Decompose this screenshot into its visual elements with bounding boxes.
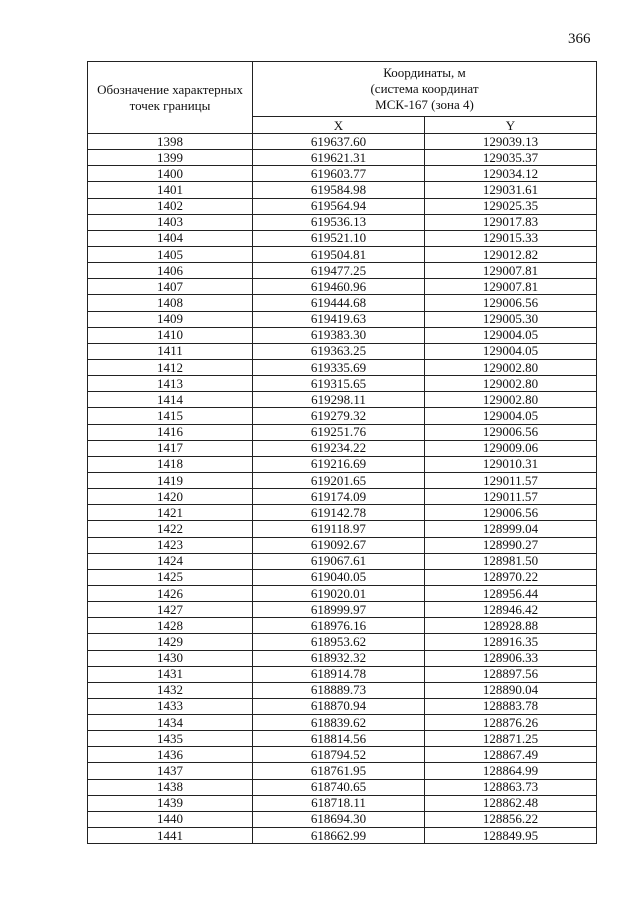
header-coordinates-line1: Координаты, м xyxy=(383,65,466,80)
cell-y: 128856.22 xyxy=(425,811,597,827)
cell-point-id: 1433 xyxy=(88,698,253,714)
table-row xyxy=(88,763,597,779)
cell-x: 618889.73 xyxy=(253,682,425,698)
table-row xyxy=(88,279,597,295)
cell-point-id: 1400 xyxy=(88,166,253,182)
cell-point-id: 1403 xyxy=(88,214,253,230)
cell-y: 129006.56 xyxy=(425,424,597,440)
cell-x: 619067.61 xyxy=(253,553,425,569)
cell-x: 619536.13 xyxy=(253,214,425,230)
cell-y: 128864.99 xyxy=(425,763,597,779)
cell-y: 128867.49 xyxy=(425,747,597,763)
cell-point-id: 1418 xyxy=(88,456,253,472)
table-row xyxy=(88,489,597,505)
cell-x: 618761.95 xyxy=(253,763,425,779)
cell-y: 129010.31 xyxy=(425,456,597,472)
cell-point-id: 1430 xyxy=(88,650,253,666)
cell-x: 619315.65 xyxy=(253,376,425,392)
cell-y: 128916.35 xyxy=(425,634,597,650)
cell-y: 128999.04 xyxy=(425,521,597,537)
cell-y: 129009.06 xyxy=(425,440,597,456)
table-row xyxy=(88,376,597,392)
cell-y: 129004.05 xyxy=(425,327,597,343)
cell-y: 128897.56 xyxy=(425,666,597,682)
table-row xyxy=(88,618,597,634)
table-row xyxy=(88,553,597,569)
cell-x: 618740.65 xyxy=(253,779,425,795)
table-row xyxy=(88,602,597,618)
cell-point-id: 1421 xyxy=(88,505,253,521)
cell-y: 129031.61 xyxy=(425,182,597,198)
table-row xyxy=(88,456,597,472)
cell-point-id: 1412 xyxy=(88,359,253,375)
table-row xyxy=(88,214,597,230)
cell-y: 128946.42 xyxy=(425,602,597,618)
cell-point-id: 1411 xyxy=(88,343,253,359)
table-row xyxy=(88,343,597,359)
cell-x: 618662.99 xyxy=(253,828,425,844)
table-row xyxy=(88,359,597,375)
table-row xyxy=(88,795,597,811)
cell-y: 128849.95 xyxy=(425,828,597,844)
cell-x: 619174.09 xyxy=(253,489,425,505)
cell-y: 129004.05 xyxy=(425,408,597,424)
cell-point-id: 1404 xyxy=(88,230,253,246)
cell-x: 618870.94 xyxy=(253,698,425,714)
table-row xyxy=(88,521,597,537)
cell-x: 619444.68 xyxy=(253,295,425,311)
cell-point-id: 1423 xyxy=(88,537,253,553)
table-row xyxy=(88,263,597,279)
cell-x: 619564.94 xyxy=(253,198,425,214)
cell-x: 618718.11 xyxy=(253,795,425,811)
table-row xyxy=(88,150,597,166)
cell-x: 619279.32 xyxy=(253,408,425,424)
cell-point-id: 1417 xyxy=(88,440,253,456)
table-row xyxy=(88,569,597,585)
cell-y: 129002.80 xyxy=(425,392,597,408)
cell-point-id: 1432 xyxy=(88,682,253,698)
cell-point-id: 1426 xyxy=(88,585,253,601)
cell-y: 129007.81 xyxy=(425,263,597,279)
table-row xyxy=(88,198,597,214)
cell-y: 129011.57 xyxy=(425,472,597,488)
cell-x: 619521.10 xyxy=(253,230,425,246)
table-row xyxy=(88,537,597,553)
cell-x: 619092.67 xyxy=(253,537,425,553)
table-row xyxy=(88,731,597,747)
cell-point-id: 1410 xyxy=(88,327,253,343)
cell-y: 129012.82 xyxy=(425,246,597,262)
cell-point-id: 1402 xyxy=(88,198,253,214)
cell-y: 128876.26 xyxy=(425,715,597,731)
cell-x: 619142.78 xyxy=(253,505,425,521)
cell-point-id: 1441 xyxy=(88,828,253,844)
table-row xyxy=(88,650,597,666)
cell-x: 619637.60 xyxy=(253,134,425,150)
table-row xyxy=(88,634,597,650)
cell-y: 128956.44 xyxy=(425,585,597,601)
cell-x: 618999.97 xyxy=(253,602,425,618)
cell-point-id: 1416 xyxy=(88,424,253,440)
cell-x: 618976.16 xyxy=(253,618,425,634)
table-row xyxy=(88,424,597,440)
table-row xyxy=(88,682,597,698)
cell-point-id: 1428 xyxy=(88,618,253,634)
table-row xyxy=(88,166,597,182)
cell-y: 129039.13 xyxy=(425,134,597,150)
cell-point-id: 1414 xyxy=(88,392,253,408)
cell-point-id: 1436 xyxy=(88,747,253,763)
cell-point-id: 1422 xyxy=(88,521,253,537)
cell-x: 619621.31 xyxy=(253,150,425,166)
cell-y: 129002.80 xyxy=(425,359,597,375)
cell-x: 619201.65 xyxy=(253,472,425,488)
cell-x: 618694.30 xyxy=(253,811,425,827)
cell-point-id: 1419 xyxy=(88,472,253,488)
cell-y: 129006.56 xyxy=(425,295,597,311)
cell-x: 619383.30 xyxy=(253,327,425,343)
table-row xyxy=(88,134,597,150)
header-coordinates-line2: (система координат xyxy=(370,81,479,96)
cell-x: 619477.25 xyxy=(253,263,425,279)
table-row xyxy=(88,585,597,601)
cell-point-id: 1424 xyxy=(88,553,253,569)
table-row xyxy=(88,779,597,795)
cell-x: 619584.98 xyxy=(253,182,425,198)
cell-point-id: 1415 xyxy=(88,408,253,424)
table-row xyxy=(88,182,597,198)
cell-x: 619335.69 xyxy=(253,359,425,375)
header-point-designation: Обозначение характерных точек границы xyxy=(88,62,253,134)
cell-x: 619460.96 xyxy=(253,279,425,295)
table-row xyxy=(88,747,597,763)
table-row xyxy=(88,246,597,262)
coordinates-table xyxy=(87,61,597,844)
cell-point-id: 1435 xyxy=(88,731,253,747)
cell-point-id: 1401 xyxy=(88,182,253,198)
cell-x: 619216.69 xyxy=(253,456,425,472)
cell-x: 619118.97 xyxy=(253,521,425,537)
cell-y: 128981.50 xyxy=(425,553,597,569)
table-row xyxy=(88,715,597,731)
table-body xyxy=(88,134,597,844)
cell-point-id: 1429 xyxy=(88,634,253,650)
cell-y: 128862.48 xyxy=(425,795,597,811)
table-row xyxy=(88,505,597,521)
cell-point-id: 1434 xyxy=(88,715,253,731)
cell-x: 618839.62 xyxy=(253,715,425,731)
cell-point-id: 1437 xyxy=(88,763,253,779)
header-coordinates-line3: МСК-167 (зона 4) xyxy=(375,97,474,112)
cell-y: 129017.83 xyxy=(425,214,597,230)
cell-y: 129025.35 xyxy=(425,198,597,214)
cell-y: 128890.04 xyxy=(425,682,597,698)
cell-y: 129011.57 xyxy=(425,489,597,505)
cell-y: 128871.25 xyxy=(425,731,597,747)
cell-x: 618932.32 xyxy=(253,650,425,666)
cell-point-id: 1427 xyxy=(88,602,253,618)
header-y: Y xyxy=(425,117,597,134)
cell-x: 619234.22 xyxy=(253,440,425,456)
cell-y: 128970.22 xyxy=(425,569,597,585)
cell-x: 619298.11 xyxy=(253,392,425,408)
cell-point-id: 1408 xyxy=(88,295,253,311)
table-header xyxy=(88,62,597,134)
header-x: X xyxy=(253,117,425,134)
cell-point-id: 1409 xyxy=(88,311,253,327)
cell-point-id: 1413 xyxy=(88,376,253,392)
cell-point-id: 1407 xyxy=(88,279,253,295)
cell-point-id: 1438 xyxy=(88,779,253,795)
table-row xyxy=(88,408,597,424)
cell-x: 619020.01 xyxy=(253,585,425,601)
cell-point-id: 1431 xyxy=(88,666,253,682)
cell-point-id: 1405 xyxy=(88,246,253,262)
cell-x: 619040.05 xyxy=(253,569,425,585)
cell-x: 619251.76 xyxy=(253,424,425,440)
table-row xyxy=(88,327,597,343)
cell-y: 129035.37 xyxy=(425,150,597,166)
table-row xyxy=(88,828,597,844)
page-number: 366 xyxy=(568,31,591,47)
cell-x: 619419.63 xyxy=(253,311,425,327)
table-row xyxy=(88,698,597,714)
cell-y: 129034.12 xyxy=(425,166,597,182)
cell-x: 618953.62 xyxy=(253,634,425,650)
cell-y: 128990.27 xyxy=(425,537,597,553)
table-row xyxy=(88,230,597,246)
cell-y: 129007.81 xyxy=(425,279,597,295)
cell-point-id: 1420 xyxy=(88,489,253,505)
cell-point-id: 1425 xyxy=(88,569,253,585)
cell-x: 618794.52 xyxy=(253,747,425,763)
table-row xyxy=(88,295,597,311)
cell-y: 128906.33 xyxy=(425,650,597,666)
cell-x: 619603.77 xyxy=(253,166,425,182)
table-row xyxy=(88,472,597,488)
cell-y: 128863.73 xyxy=(425,779,597,795)
cell-x: 618814.56 xyxy=(253,731,425,747)
cell-x: 619504.81 xyxy=(253,246,425,262)
table-row xyxy=(88,311,597,327)
table-row xyxy=(88,666,597,682)
cell-y: 129015.33 xyxy=(425,230,597,246)
cell-point-id: 1406 xyxy=(88,263,253,279)
cell-point-id: 1439 xyxy=(88,795,253,811)
cell-y: 129005.30 xyxy=(425,311,597,327)
cell-y: 129006.56 xyxy=(425,505,597,521)
cell-y: 129004.05 xyxy=(425,343,597,359)
table-row xyxy=(88,392,597,408)
cell-x: 618914.78 xyxy=(253,666,425,682)
cell-point-id: 1399 xyxy=(88,150,253,166)
cell-point-id: 1440 xyxy=(88,811,253,827)
cell-point-id: 1398 xyxy=(88,134,253,150)
header-coordinates xyxy=(253,62,597,117)
cell-x: 619363.25 xyxy=(253,343,425,359)
table-row xyxy=(88,440,597,456)
cell-y: 128928.88 xyxy=(425,618,597,634)
cell-y: 128883.78 xyxy=(425,698,597,714)
table-row xyxy=(88,811,597,827)
cell-y: 129002.80 xyxy=(425,376,597,392)
